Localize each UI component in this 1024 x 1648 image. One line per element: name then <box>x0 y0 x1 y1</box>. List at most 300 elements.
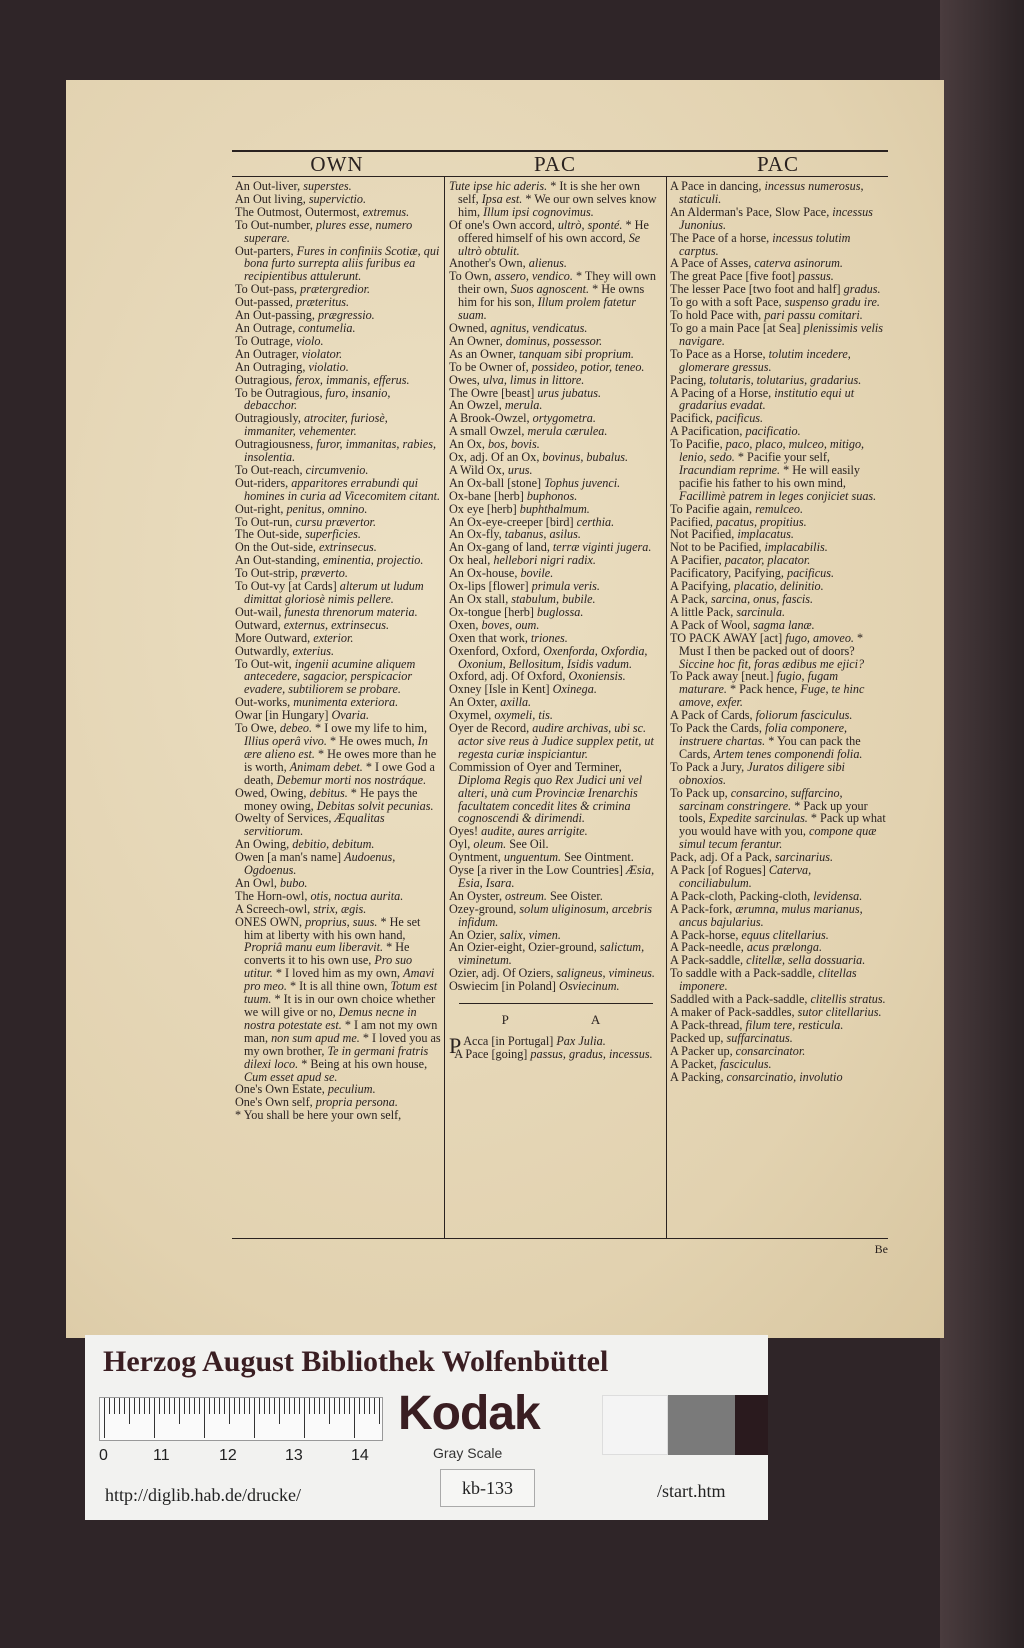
headword: * I loved you as my own brother, <box>244 1030 441 1058</box>
latin-gloss: Suos agnoscent. <box>510 282 590 297</box>
headword: To Out-vy [at Cards] <box>235 579 340 594</box>
latin-gloss: ulva, limus in littore. <box>482 372 585 387</box>
headword: Ozey-ground, <box>449 901 520 916</box>
headword: A Packet, <box>670 1056 720 1071</box>
headword: One's Own self, <box>235 1095 316 1110</box>
latin-gloss: passus. <box>798 269 834 284</box>
dictionary-entry <box>235 219 441 245</box>
latin-gloss: buphthalmum. <box>519 501 590 516</box>
dictionary-entry <box>235 658 441 697</box>
latin-gloss: Osviecinum. <box>559 979 620 994</box>
headword: Oswiecim [in Poland] <box>449 979 560 994</box>
headword: An Ox-eye-creeper [bird] <box>449 514 577 529</box>
latin-gloss: tanquam sibi proprium. <box>518 346 634 361</box>
headword: * He set him at liberty with his own hand, <box>244 914 421 942</box>
latin-gloss: Expedite sarcinulas. <box>708 811 808 826</box>
ruler-tick <box>349 1398 350 1414</box>
headword: A Pack-needle, <box>670 940 747 955</box>
dictionary-entry <box>235 1109 441 1122</box>
ruler-tick <box>374 1398 375 1414</box>
latin-gloss: buglossa. <box>537 604 584 619</box>
latin-gloss: apparitores errabundi qui homines in curia ad Vicecomitem citant. <box>244 475 441 503</box>
latin-gloss: funesta threnorum materia. <box>284 604 418 619</box>
latin-gloss: compone quæ simul tecum ferantur. <box>679 824 877 852</box>
headword: An Owner, <box>449 333 506 348</box>
latin-gloss: clitellæ, sella dossuaria. <box>746 953 866 968</box>
ruler-tick <box>314 1398 315 1414</box>
latin-gloss: extremus. <box>362 204 410 219</box>
latin-gloss: Artem tenes componendi folia. <box>713 746 863 761</box>
latin-gloss: ortygometra. <box>532 411 596 426</box>
headword: An Ox stall, <box>449 592 512 606</box>
headword: * They will own their own, <box>458 269 657 297</box>
dictionary-entry <box>670 670 886 709</box>
dictionary-entry <box>235 412 441 438</box>
latin-gloss: furo, insanio, debacchor. <box>244 385 391 413</box>
headword: Outragiousness, <box>235 437 317 452</box>
headword: A Brook-Owzel, <box>449 411 533 426</box>
dictionary-entry <box>235 851 441 877</box>
headword: See Oister. <box>546 888 603 903</box>
latin-gloss: Ovaria. <box>331 708 370 723</box>
latin-gloss: filum tere, resticula. <box>745 1017 844 1032</box>
dictionary-entry <box>449 1048 663 1061</box>
headword: The Horn-owl, <box>235 888 311 903</box>
ruler-tick <box>214 1398 215 1414</box>
latin-gloss: sarcinarius. <box>774 850 834 865</box>
headword: Owes, <box>449 372 483 387</box>
headword: The Out-side, <box>235 527 306 542</box>
latin-gloss: Facillimè patrem in leges conjiciet suas. <box>679 488 877 503</box>
headword: * He owes more than he is worth, <box>244 746 437 774</box>
headword: * I owe my life to him, <box>312 721 428 736</box>
latin-gloss: contumelia. <box>298 320 356 335</box>
latin-gloss: incessus tolutim carptus. <box>679 230 851 258</box>
latin-gloss: Caterva, conciliabulum. <box>679 863 812 890</box>
ruler-tick <box>274 1398 275 1414</box>
latin-gloss: oleum. <box>473 837 507 852</box>
latin-gloss: folia componere, instruere chartas. <box>679 721 848 748</box>
headword: A Pace of Asses, <box>670 256 755 271</box>
headword: An Ox-ball [stone] <box>449 475 545 490</box>
ruler-tick <box>124 1398 125 1414</box>
headword: A Pack-fork, <box>670 901 736 916</box>
headword: Another's Own, <box>449 256 529 271</box>
headword: An Outraging, <box>235 359 309 374</box>
headword: A Pack-horse, <box>670 927 742 942</box>
headword: Oxney [Isle in Kent] <box>449 682 553 697</box>
column-divider <box>444 176 445 1238</box>
headword: Saddled with a Pack-saddle, <box>670 992 811 1007</box>
headword: To Pack the Cards, <box>670 721 765 736</box>
headword: * You can pack the Cards, <box>679 733 861 761</box>
headword: Oyer de Record, <box>449 721 533 736</box>
latin-gloss: Diploma Regis quo Rex Judici uni vel alteri, unà cum Provinciæ Irenarchis facultatem concedit lites & crimina cognoscendi & dirimendi. <box>458 772 643 826</box>
latin-gloss: plenissimis velis navigare. <box>679 320 884 348</box>
dictionary-entry <box>670 761 886 787</box>
headword: Oyes! <box>449 824 482 839</box>
latin-gloss: audite, aures arrigite. <box>481 824 588 839</box>
latin-gloss: passus, gradus, incessus. <box>530 1046 653 1061</box>
latin-gloss: cursu prævertor. <box>295 514 376 529</box>
latin-gloss: Te in germani fratris dilexi loco. <box>244 1043 429 1071</box>
ruler-tick <box>354 1398 355 1438</box>
latin-gloss: pacificus. <box>716 411 764 426</box>
latin-gloss: debitus. <box>309 785 348 800</box>
headword: Outward, <box>235 617 284 632</box>
latin-gloss: fasciculus. <box>719 1056 772 1071</box>
dictionary-entry <box>449 270 663 322</box>
latin-gloss: otis, noctua aurita. <box>310 888 404 903</box>
headword: The Outmost, Outermost, <box>235 204 363 219</box>
headword: Packed up, <box>670 1030 727 1045</box>
headword: See Oil. <box>506 837 549 852</box>
headword: Owen [a man's name] <box>235 850 345 865</box>
dictionary-entry <box>670 967 886 993</box>
headword: A maker of Pack-saddles, <box>670 1005 798 1019</box>
headword: To Out-number, <box>235 217 316 232</box>
headword: To hold Pace with, <box>670 308 765 323</box>
headword: To Outrage, <box>235 333 297 348</box>
ruler-tick <box>174 1398 175 1414</box>
latin-gloss: sagma lanæ. <box>753 617 815 632</box>
latin-gloss: In ære alieno est. <box>244 733 428 761</box>
running-head-center: PAC <box>534 152 576 176</box>
latin-gloss: agnitus, vendicatus. <box>490 320 588 335</box>
latin-gloss: Se ultrò obtulit. <box>458 230 641 258</box>
latin-gloss: acus prælonga. <box>746 940 822 955</box>
dictionary-entry <box>235 245 441 284</box>
headword: An Oyster, <box>449 888 506 903</box>
catchword: Be <box>874 1242 888 1256</box>
ruler-tick <box>224 1398 225 1414</box>
latin-gloss: Oxoniensis. <box>568 669 626 684</box>
headword: To be Outragious, <box>235 385 326 400</box>
dictionary-entry <box>670 722 886 761</box>
headword: An Ozier-eight, Ozier-ground, <box>449 940 600 955</box>
latin-gloss: suspenso gradu ire. <box>784 295 880 310</box>
headword: An Owl, <box>235 875 281 890</box>
headword: An Out-passing, <box>235 308 318 323</box>
headword: To Out-run, <box>235 514 296 529</box>
headword: Ox, adj. Of an Ox, <box>449 450 543 465</box>
headword: A Pack of Wool, <box>670 617 754 632</box>
dictionary-entry <box>449 941 663 967</box>
headword: A Pacing of a Horse, <box>670 385 775 400</box>
dictionary-entry <box>235 438 441 464</box>
headword: * I owe God a death, <box>244 759 435 787</box>
dictionary-entry <box>235 916 441 1084</box>
dictionary-entry <box>670 232 886 258</box>
headword: * It is she her own self, <box>458 180 640 206</box>
latin-gloss: externus, extrinsecus. <box>283 617 390 632</box>
headword: Oyse [a river in the Low Countries] <box>449 863 627 878</box>
latin-gloss: salictum, viminetum. <box>458 940 645 968</box>
headword: Pack, adj. Of a Pack, <box>670 850 775 865</box>
headword: Oyl, <box>449 837 474 852</box>
latin-gloss: Juratos diligere sibi obnoxios. <box>679 759 845 787</box>
headword: An Owing, <box>235 837 293 852</box>
latin-gloss: tabanus, asilus. <box>504 527 581 542</box>
headword: A Packer up, <box>670 1043 736 1058</box>
latin-gloss: circumvenio. <box>305 462 369 477</box>
dictionary-entry <box>670 438 886 503</box>
latin-gloss: furor, immanitas, rabies, insolentia. <box>244 437 436 465</box>
book-page <box>66 80 944 1338</box>
headword: * Pacifie your self, <box>734 450 830 465</box>
latin-gloss: bubo. <box>280 875 308 890</box>
latin-gloss: Cum esset apud se. <box>244 1069 338 1084</box>
headword: To Out-reach, <box>235 462 306 477</box>
column-2 <box>449 180 663 1220</box>
headword: Not Pacified, <box>670 527 738 542</box>
dictionary-entry <box>670 348 886 374</box>
dictionary-entry <box>449 722 663 761</box>
headword: The Pace of a horse, <box>670 230 773 245</box>
latin-gloss: consarcinator. <box>735 1043 806 1058</box>
ruler-tick <box>204 1398 205 1438</box>
ruler-tick <box>264 1398 265 1414</box>
headword: A Pacifying, <box>670 579 734 594</box>
latin-gloss: violatio. <box>308 359 349 374</box>
headword: Pacified, <box>670 514 717 529</box>
latin-gloss: placatio, delinitio. <box>733 579 824 594</box>
headword: A Wild Ox, <box>449 462 508 477</box>
ruler-tick <box>169 1398 170 1414</box>
ruler-number: 0 <box>99 1447 108 1464</box>
latin-gloss: consarcino, suffarcino, sarcinam constringere. <box>679 785 843 813</box>
latin-gloss: Illum prolem fatetur suam. <box>458 295 636 323</box>
headword: Ozier, adj. Of Oziers, <box>449 966 557 981</box>
latin-gloss: implacabilis. <box>764 540 828 555</box>
ruler-tick <box>199 1398 200 1414</box>
ruler-tick <box>299 1398 300 1414</box>
url-text: http://diglib.hab.de/drucke/ <box>105 1485 301 1505</box>
ruler-tick <box>104 1398 105 1438</box>
ruler-tick <box>364 1398 365 1414</box>
latin-gloss: Debitas solvit pecunias. <box>316 798 434 813</box>
latin-gloss: assero, vendico. <box>494 269 573 284</box>
ruler-tick <box>209 1398 210 1414</box>
headword: * We our own selves know him, <box>458 191 657 219</box>
latin-gloss: eminentia, projectio. <box>322 553 424 568</box>
url-end-text: /start.htm <box>657 1481 726 1501</box>
headword: * Pack up what you would have with you, <box>679 811 886 839</box>
dictionary-entry <box>670 903 886 929</box>
dictionary-entry <box>235 580 441 606</box>
latin-gloss: saligneus, vimineus. <box>556 966 655 981</box>
latin-gloss: Illum ipsi cognovimus. <box>483 204 594 219</box>
headword: Pacing, <box>670 372 710 387</box>
latin-gloss: axilla. <box>500 695 532 710</box>
dictionary-entry <box>670 180 886 206</box>
ruler-tick <box>164 1398 165 1414</box>
latin-gloss: Audoenus, Ogdoenus. <box>244 850 396 878</box>
headword: Oxymel, <box>449 708 495 723</box>
gray-patch-dark <box>735 1395 768 1455</box>
latin-gloss: Animam debet. <box>289 759 363 774</box>
headword: To Pack a Jury, <box>670 759 748 774</box>
latin-gloss: dominus, possessor. <box>505 333 603 348</box>
column-3 <box>670 180 886 1220</box>
headword: An Alderman's Pace, Slow Pace, <box>670 204 833 219</box>
latin-gloss: penitus, omnino. <box>286 501 368 516</box>
headword: * He owns him for his son, <box>458 282 645 310</box>
headword: An Ozier, <box>449 927 500 942</box>
running-head-right: PAC <box>757 152 799 176</box>
headword: To Pacifie, <box>670 437 726 452</box>
latin-gloss: munimenta exteriora. <box>293 695 399 710</box>
ruler-tick <box>334 1398 335 1414</box>
latin-gloss: Pax Julia. <box>556 1034 606 1048</box>
section-head: P A <box>501 1012 641 1028</box>
headword: Outragiously, <box>235 411 304 426</box>
headword: An Out-liver, <box>235 180 304 193</box>
headword: Owar [in Hungary] <box>235 708 332 723</box>
calibration-card <box>85 1335 768 1520</box>
headword: To saddle with a Pack-saddle, <box>670 966 819 981</box>
headword: * Being at his own house, <box>298 1056 428 1071</box>
ruler-tick <box>129 1398 130 1424</box>
latin-gloss: bovinus, bubalus. <box>542 450 629 465</box>
latin-gloss: plures esse, numero superare. <box>244 217 413 245</box>
latin-gloss: salix, vimen. <box>499 927 561 942</box>
headword: A Pack, <box>670 592 711 606</box>
headword: * You shall be here your own self, <box>235 1108 402 1123</box>
headword: An Ox-gang of land, <box>449 540 553 555</box>
latin-gloss: solum uliginosum, arcebris infidum. <box>458 901 653 929</box>
latin-gloss: Illius operâ vivo. <box>244 733 327 748</box>
latin-gloss: oxymeli, tis. <box>494 708 553 723</box>
latin-gloss: debeo. <box>279 721 312 736</box>
latin-gloss: boves, oum. <box>481 617 540 632</box>
headword: To be Owner of, <box>449 359 532 374</box>
latin-gloss: merula cærulea. <box>527 424 608 439</box>
ruler-number: 13 <box>285 1447 303 1464</box>
headword: An Owzel, <box>449 398 505 413</box>
latin-gloss: Tute ipse hic aderis. <box>449 180 548 193</box>
dictionary-entry <box>235 477 441 503</box>
header-rule <box>232 176 888 177</box>
latin-gloss: ostreum. <box>505 888 547 903</box>
ruler-tick <box>194 1398 195 1414</box>
ruler-tick <box>219 1398 220 1414</box>
headword: An Ox-house, <box>449 566 521 581</box>
latin-gloss: ærumna, mulus marianus, ancus bajularius. <box>679 901 863 929</box>
headword: Of one's Own accord, <box>449 217 558 232</box>
headword: A small Owzel, <box>449 424 528 439</box>
running-head-left: OWN <box>310 152 364 176</box>
headword: Owed, Owing, <box>235 785 310 800</box>
latin-gloss: Æsia, Esia, Isara. <box>458 863 655 890</box>
latin-gloss: primula veris. <box>531 579 600 594</box>
latin-gloss: Debemur morti nos nostráque. <box>276 772 427 787</box>
headword: To Pack up, <box>670 785 731 800</box>
headword: A Pace in dancing, <box>670 180 765 193</box>
latin-gloss: extrinsecus. <box>318 540 377 555</box>
headword: Out-right, <box>235 501 287 516</box>
headword: Out-works, <box>235 695 294 710</box>
latin-gloss: stabulum, bubile. <box>511 592 596 606</box>
headword: More Outward, <box>235 630 314 645</box>
headword: A little Pack, <box>670 604 737 619</box>
headword: On the Out-side, <box>235 540 319 555</box>
headword: Oxen that work, <box>449 630 531 645</box>
latin-gloss: paco, placo, mulceo, mitigo, lenio, sedo. <box>679 437 865 465</box>
headword: A Pacification, <box>670 424 746 439</box>
gray-patch-mid <box>668 1395 735 1455</box>
latin-gloss: urus jubatus. <box>537 385 601 400</box>
latin-gloss: foliorum fasciculus. <box>755 708 853 723</box>
column-2-entries <box>449 180 663 993</box>
ruler-tick <box>144 1398 145 1414</box>
ruler-tick <box>119 1398 120 1414</box>
latin-gloss: prætergredior. <box>300 282 371 297</box>
latin-gloss: fugo, amoveo. <box>785 630 854 645</box>
headword: To Pacifie again, <box>670 501 756 516</box>
headword: A Pack [of Rogues] <box>670 863 769 878</box>
headword: An Ox, <box>449 437 488 452</box>
headword: * Pack hence, <box>726 682 801 697</box>
section-entries <box>449 1035 663 1061</box>
headword: Ox-tongue [herb] <box>449 604 537 619</box>
dictionary-entry <box>235 812 441 838</box>
ruler-tick <box>239 1398 240 1414</box>
headword: Out-passed, <box>235 295 296 310</box>
headword: The Owre [beast] <box>449 385 538 400</box>
ruler-tick <box>289 1398 290 1414</box>
latin-gloss: Iracundiam reprime. <box>679 462 781 477</box>
dictionary-entry <box>235 722 441 787</box>
latin-gloss: superstes. <box>303 180 352 193</box>
ruler-tick <box>254 1398 255 1438</box>
headword: Oyntment, <box>449 850 504 865</box>
ruler-tick <box>189 1398 190 1414</box>
ruler-tick <box>329 1398 330 1424</box>
headword: Owelty of Services, <box>235 811 335 826</box>
latin-gloss: sarcinula. <box>736 604 785 619</box>
latin-gloss: Tophus juvenci. <box>544 475 621 490</box>
dictionary-entry <box>670 206 886 232</box>
latin-gloss: alterum ut ludum dimittat gloriosè nimis pellere. <box>244 579 424 606</box>
headword: A Pack-saddle, <box>670 953 747 968</box>
dictionary-entry <box>449 903 663 929</box>
headword: Pacifick, <box>670 411 717 426</box>
latin-gloss: ingenii acumine aliquem antecedere, sagacior, perspicacior evadere, subtiliorem se probare. <box>244 656 416 697</box>
kodak-logo: Kodak <box>398 1387 540 1440</box>
latin-gloss: Propriâ manu eum liberavit. <box>244 940 384 955</box>
dictionary-entry <box>449 761 663 826</box>
dictionary-entry <box>235 787 441 813</box>
headword: A Pack-thread, <box>670 1017 746 1032</box>
latin-gloss: Oxinega. <box>552 682 597 697</box>
latin-gloss: pacatus, propitius. <box>716 514 807 529</box>
headword: Pacificatory, Pacifying, <box>670 566 787 581</box>
latin-gloss: fugio, fugam maturare. <box>679 669 839 697</box>
ruler-tick <box>269 1398 270 1414</box>
headword: A Pacifier, <box>670 553 725 568</box>
ruler-number: 11 <box>153 1447 170 1464</box>
dictionary-entry <box>449 645 663 671</box>
latin-gloss: pari passu comitari. <box>764 308 863 323</box>
headword: * He offered himself of his own accord, <box>458 217 649 245</box>
scanner-background <box>940 0 1024 1648</box>
headword: Out-riders, <box>235 475 292 490</box>
ruler-number: 12 <box>219 1447 237 1464</box>
drop-cap: P <box>449 1033 462 1058</box>
latin-gloss: equus clitellarius. <box>741 927 829 942</box>
headword: A Pack-cloth, Packing-cloth, <box>670 888 814 903</box>
